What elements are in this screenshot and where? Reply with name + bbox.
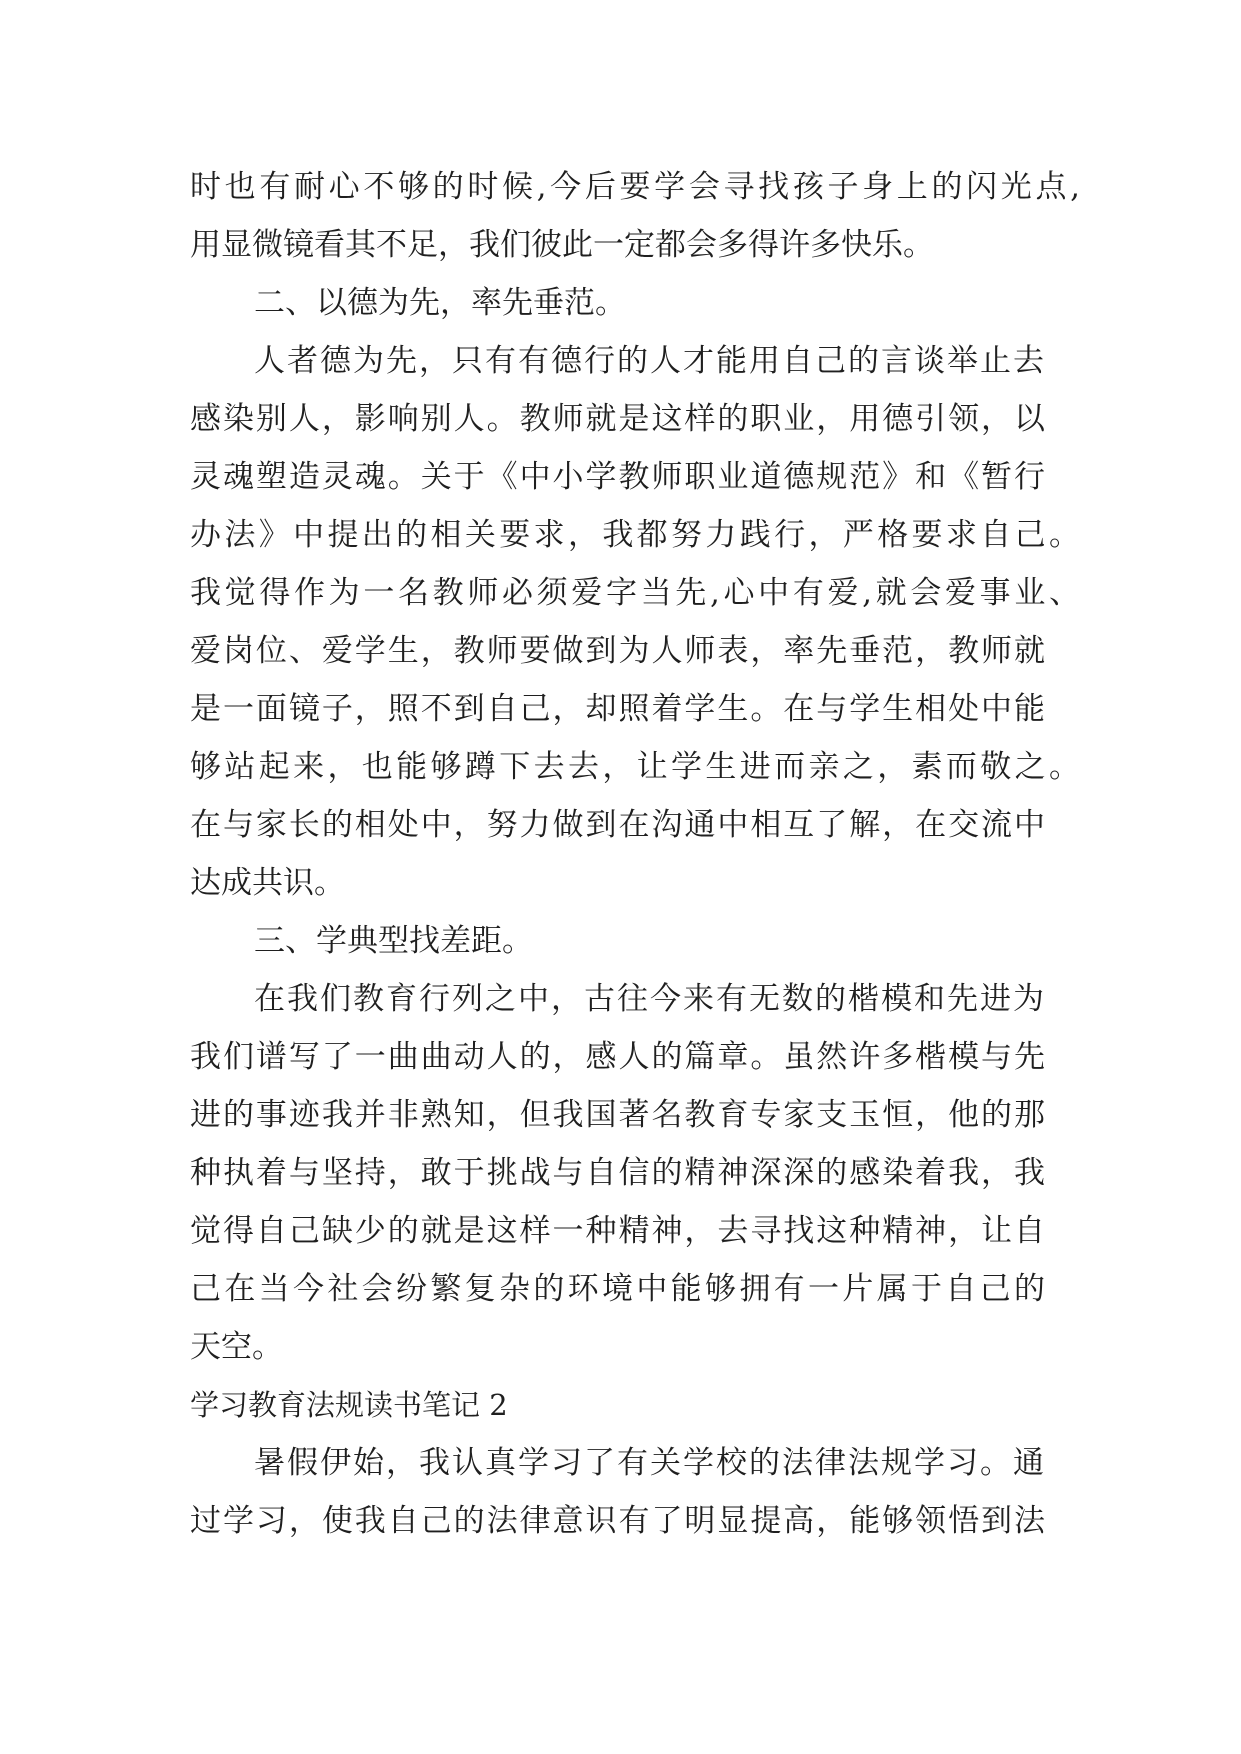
paragraph-line: 种执着与坚持，敢于挑战与自信的精神深深的感染着我，我 — [190, 1155, 1045, 1191]
paragraph-line: 用显微镜看其不足，我们彼此一定都会多得许多快乐。 — [190, 227, 934, 263]
document-heading: 学习教育法规读书笔记 2 — [190, 1388, 508, 1422]
paragraph-line: 在与家长的相处中，努力做到在沟通中相互了解，在交流中 — [190, 807, 1045, 843]
paragraph-line: 己在当今社会纷繁复杂的环境中能够拥有一片属于自己的 — [190, 1271, 1045, 1307]
paragraph-line: 达成共识。 — [190, 865, 345, 901]
paragraph-line: 爱岗位、爱学生，教师要做到为人师表，率先垂范，教师就 — [190, 633, 1045, 669]
section-heading: 二、以德为先，率先垂范。 — [254, 285, 626, 321]
paragraph-line: 暑假伊始，我认真学习了有关学校的法律法规学习。通 — [254, 1445, 1044, 1481]
paragraph-line: 我们谱写了一曲曲动人的，感人的篇章。虽然许多楷模与先 — [190, 1039, 1045, 1075]
paragraph-line: 时也有耐心不够的时候,今后要学会寻找孩子身上的闪光点, — [190, 169, 1080, 205]
paragraph-line: 进的事迹我并非熟知，但我国著名教育专家支玉恒，他的那 — [190, 1097, 1045, 1133]
paragraph-line: 觉得自己缺少的就是这样一种精神，去寻找这种精神，让自 — [190, 1213, 1045, 1249]
paragraph-line: 天空。 — [190, 1329, 283, 1365]
paragraph-line: 感染别人，影响别人。教师就是这样的职业，用德引领，以 — [190, 401, 1045, 437]
paragraph-line: 在我们教育行列之中，古往今来有无数的楷模和先进为 — [254, 981, 1044, 1017]
paragraph-line: 够站起来，也能够蹲下去去，让学生进而亲之，素而敬之。 — [190, 749, 1080, 785]
paragraph-line: 办法》中提出的相关要求，我都努力践行，严格要求自己。 — [190, 517, 1080, 553]
section-heading: 三、学典型找差距。 — [254, 923, 533, 959]
paragraph-line: 灵魂塑造灵魂。关于《中小学教师职业道德规范》和《暂行 — [190, 459, 1045, 495]
paragraph-line: 过学习，使我自己的法律意识有了明显提高，能够领悟到法 — [190, 1503, 1045, 1539]
paragraph-line: 人者德为先，只有有德行的人才能用自己的言谈举止去 — [254, 343, 1044, 379]
paragraph-line: 是一面镜子，照不到自己，却照着学生。在与学生相处中能 — [190, 691, 1045, 727]
paragraph-line: 我觉得作为一名教师必须爱字当先,心中有爱,就会爱事业、 — [190, 575, 1080, 611]
